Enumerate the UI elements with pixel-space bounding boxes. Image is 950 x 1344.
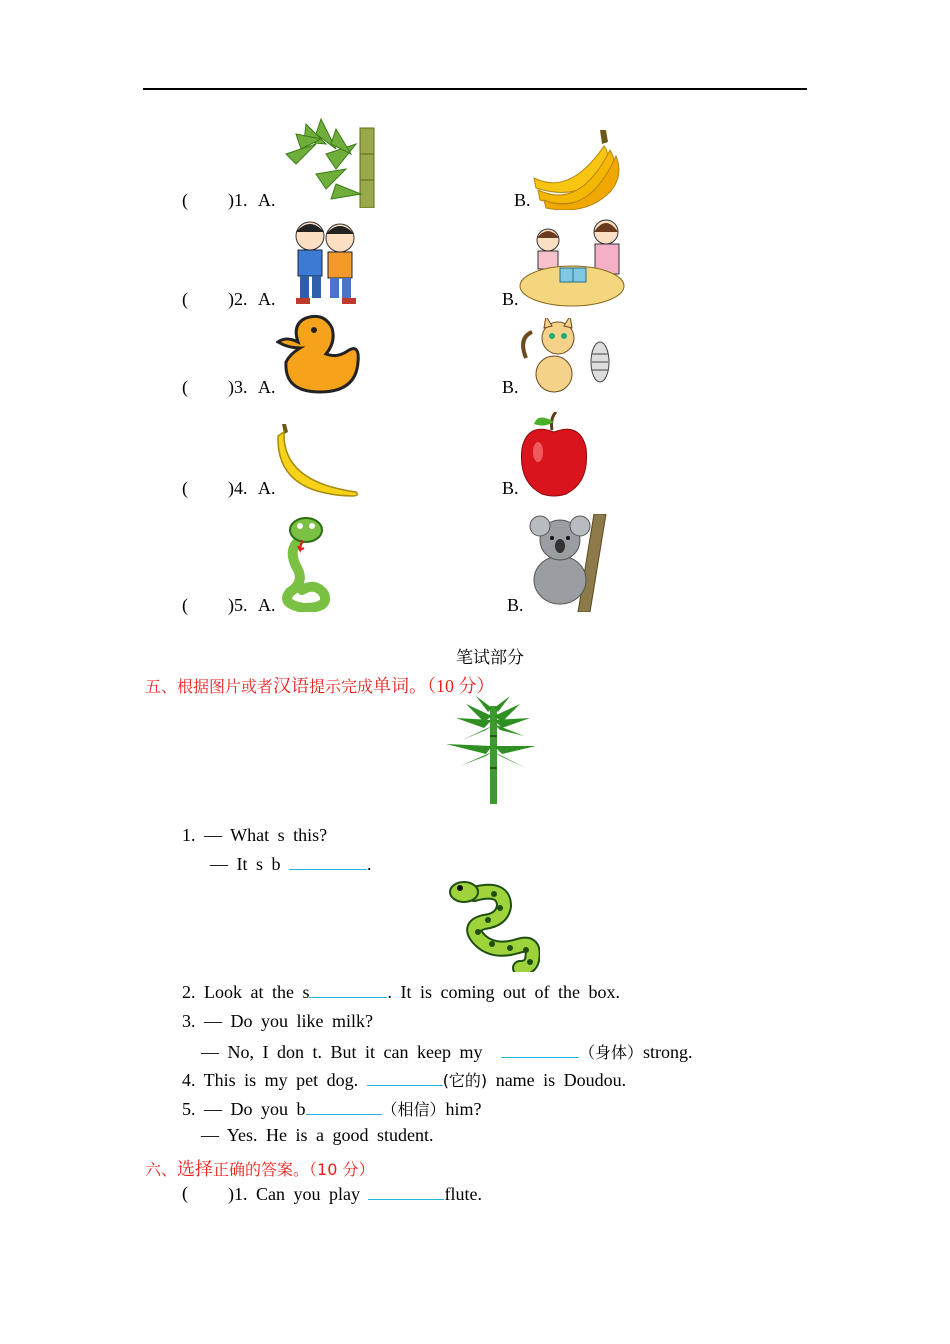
- item-number: )2.: [228, 289, 248, 309]
- q5-line2: — Yes. He is a good student.: [201, 1125, 434, 1145]
- q2-text-pre: 2. Look at the s: [182, 982, 310, 1002]
- answer-paren: (: [182, 190, 188, 210]
- duck-icon: [276, 312, 360, 396]
- q4-answer-blank[interactable]: [367, 1069, 443, 1086]
- cat-fish-icon: [518, 318, 614, 396]
- q1-answer-blank[interactable]: [289, 853, 367, 870]
- section-5-title-chinese: 汉语: [273, 676, 310, 697]
- bamboo-plant-icon: [440, 696, 548, 804]
- section-5-title-mid: 提示完成: [309, 677, 374, 696]
- section-5-title: [145, 672, 495, 698]
- q2-line: [182, 981, 620, 1003]
- option-a-label: A.: [258, 289, 276, 309]
- spotted-snake-icon: [444, 876, 540, 972]
- option-b-label: B.: [507, 595, 524, 615]
- bamboo-icon: [276, 114, 384, 208]
- q1-period: .: [367, 854, 372, 874]
- header-rule: [143, 88, 807, 90]
- q1-line2: [210, 853, 372, 875]
- banana-icon: [276, 422, 362, 498]
- q3-text-pre: — No, I don t. But it can keep my: [201, 1042, 483, 1062]
- q4-line: [182, 1068, 626, 1091]
- answer-paren: (: [182, 289, 188, 309]
- q2-answer-blank[interactable]: [309, 981, 387, 998]
- option-a-label: A.: [258, 377, 276, 397]
- q3-line2: [201, 1040, 692, 1063]
- q3-text-post: strong.: [642, 1042, 693, 1062]
- snake-icon: [276, 516, 332, 612]
- option-a-label: A.: [258, 190, 276, 210]
- item-number: )4.: [228, 478, 248, 498]
- answer-paren: (: [182, 478, 188, 498]
- s6-q1-text-post: flute.: [444, 1184, 482, 1204]
- section-6-title-choose: 选择: [177, 1159, 214, 1180]
- koala-icon: [524, 514, 616, 612]
- option-b-label: B.: [502, 478, 519, 498]
- q5-text-pre: 5. — Do you b: [182, 1099, 306, 1119]
- section-6-title-prefix: 六、: [145, 1160, 178, 1179]
- q4-text-pre: 4. This is my pet dog.: [182, 1070, 359, 1090]
- section-6-title: [145, 1155, 374, 1181]
- section-5-title-suffix: 。（10 分）: [409, 676, 495, 696]
- option-b-label: B.: [514, 190, 531, 210]
- q3-hint: （身体）: [578, 1043, 643, 1062]
- answer-paren: (: [182, 377, 188, 397]
- s6-q1-text-pre: )1. Can you play: [228, 1184, 360, 1204]
- option-b-label: B.: [502, 377, 519, 397]
- written-section-heading: 笔试部分: [456, 648, 524, 668]
- apple-icon: [518, 412, 590, 498]
- option-b-label: B.: [502, 289, 519, 309]
- section-5-title-words: 单词: [373, 676, 410, 697]
- s6-q1-answer-blank[interactable]: [368, 1183, 444, 1200]
- banana-bunch-icon: [530, 126, 626, 210]
- s6-q1-line: [228, 1183, 482, 1205]
- q2-text-post: . It is coming out of the box.: [387, 982, 620, 1002]
- q5-text-post: him?: [445, 1099, 482, 1119]
- option-a-label: A.: [258, 595, 276, 615]
- q5-line1: [182, 1097, 482, 1120]
- answer-paren: (: [182, 595, 188, 615]
- item-number: )5.: [228, 595, 248, 615]
- s6-answer-paren: (: [182, 1183, 188, 1203]
- section-6-title-rest: 正确的答案。（10 分）: [213, 1160, 375, 1179]
- q4-hint: (它的): [442, 1071, 488, 1090]
- table-gift-icon: [518, 216, 630, 308]
- item-number: )1.: [228, 190, 248, 210]
- q3-line1: 3. — Do you like milk?: [182, 1011, 373, 1031]
- option-a-label: A.: [258, 478, 276, 498]
- q5-hint: （相信）: [381, 1100, 446, 1119]
- q1-line1: 1. — What s this?: [182, 825, 328, 845]
- q4-text-post: name is Doudou.: [495, 1070, 627, 1090]
- item-number: )3.: [228, 377, 248, 397]
- q5-answer-blank[interactable]: [306, 1098, 382, 1115]
- q1-line2-text: — It s b: [210, 854, 281, 874]
- boys-icon: [280, 216, 368, 306]
- q3-answer-blank[interactable]: [501, 1041, 579, 1058]
- section-5-title-prefix: 五、根据图片或者: [145, 677, 274, 696]
